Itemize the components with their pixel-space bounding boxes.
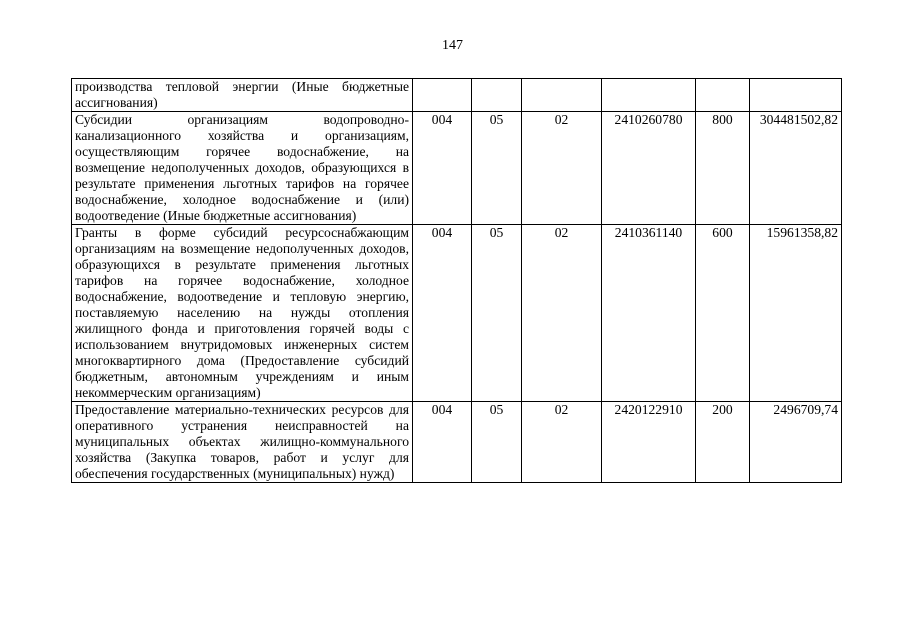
amount: 2496709,74 bbox=[750, 402, 842, 483]
table-row bbox=[72, 79, 842, 112]
row-description: Гранты в форме субсидий ресурсоснабжающим организациям на возмещение недополученных доходов, образующихся в результате применения льготных тарифов на горячее водоснабжение, холодное водоснабжение, водоотведение и тепловую энергию, поставляемую населению на нужды отопления жилищного фонда и приготовления горячей воды с использованием внутридомовых инженерных систем многоквартирного дома (Предоставление субсидий бюджетным, автономным учреждениям и иным некоммерческим организациям) bbox=[72, 225, 413, 402]
amount: 15961358,82 bbox=[750, 225, 842, 402]
expense-type-code: 800 bbox=[696, 112, 750, 225]
target-article-code: 2410260780 bbox=[602, 112, 696, 225]
ministry-code: 004 bbox=[413, 112, 472, 225]
row-description: Субсидии организациям водопроводно-канализационного хозяйства и организациям, осуществляющим горячее водоснабжение, на возмещение недополученных доходов, образующихся в результате применения льготных тарифов на горячее водоснабжение, холодное водоснабжение и (или) водоотведение (Иные бюджетные ассигнования) bbox=[72, 112, 413, 225]
expense-type-code bbox=[696, 79, 750, 112]
table-row bbox=[72, 402, 842, 483]
ministry-code bbox=[413, 79, 472, 112]
ministry-code: 004 bbox=[413, 225, 472, 402]
subsection-code bbox=[522, 79, 602, 112]
subsection-code: 02 bbox=[522, 112, 602, 225]
row-description: Предоставление материально-технических ресурсов для оперативного устранения неисправностей на муниципальных объектах жилищно-коммунального хозяйства (Закупка товаров, работ и услуг для обеспечения государственных (муниципальных) нужд) bbox=[72, 402, 413, 483]
table-row bbox=[72, 112, 842, 225]
section-code: 05 bbox=[472, 402, 522, 483]
target-article-code: 2420122910 bbox=[602, 402, 696, 483]
section-code bbox=[472, 79, 522, 112]
amount bbox=[750, 79, 842, 112]
row-description: производства тепловой энергии (Иные бюджетные ассигнования) bbox=[72, 79, 413, 112]
page-number: 147 bbox=[442, 38, 463, 53]
budget-table bbox=[71, 78, 842, 483]
section-code: 05 bbox=[472, 225, 522, 402]
expense-type-code: 200 bbox=[696, 402, 750, 483]
amount: 304481502,82 bbox=[750, 112, 842, 225]
ministry-code: 004 bbox=[413, 402, 472, 483]
section-code: 05 bbox=[472, 112, 522, 225]
table-row bbox=[72, 225, 842, 402]
target-article-code bbox=[602, 79, 696, 112]
subsection-code: 02 bbox=[522, 225, 602, 402]
target-article-code: 2410361140 bbox=[602, 225, 696, 402]
expense-type-code: 600 bbox=[696, 225, 750, 402]
subsection-code: 02 bbox=[522, 402, 602, 483]
